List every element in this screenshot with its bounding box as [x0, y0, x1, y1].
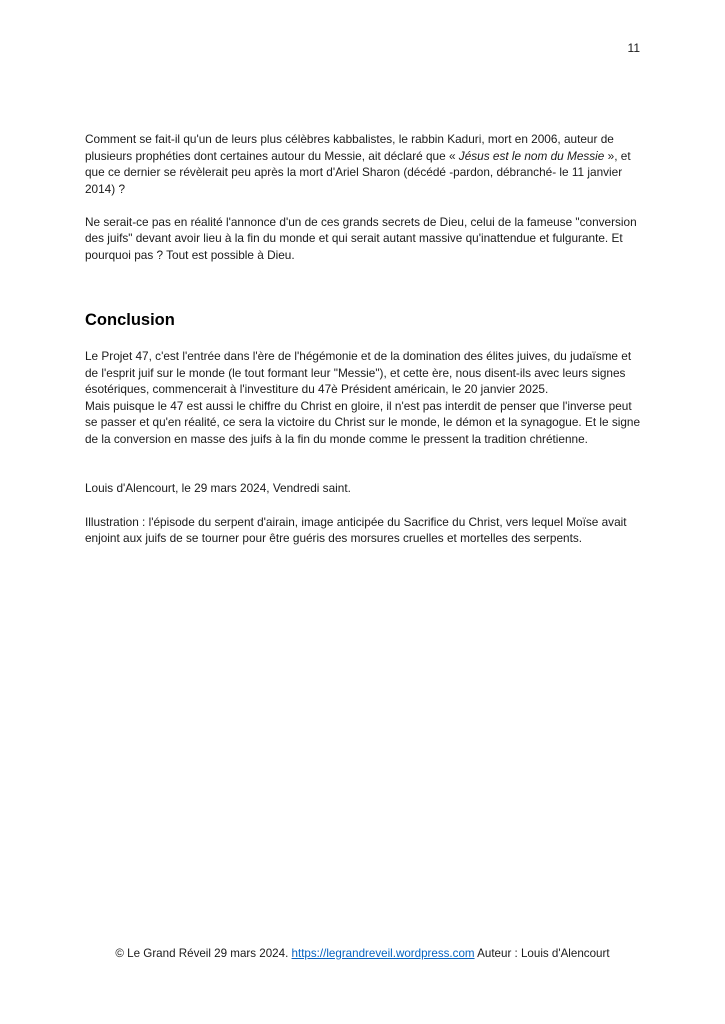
footer-author: Auteur : Louis d'Alencourt: [477, 947, 610, 960]
conclusion-body: [85, 348, 642, 447]
paragraph-kabbalistes-text: Comment se fait-il qu'un de leurs plus célèbres kabbalistes, le rabbin Kaduri, mort en 2006, auteur de plusieurs prophéties dont certaines autour du Messie, ait déclaré que «: [85, 132, 614, 163]
paragraph-kabbalistes-end: », et que ce dernier se révèlerait peu après la mort d'Ariel Sharon (décédé -pardon, débranché- le 11 janvier 2014) ?: [85, 148, 631, 196]
paragraph-chiffre-christ: Mais puisque le 47 est aussi le chiffre du Christ en gloire, il n'est pas interdit de penser que l'inverse peut se passer et qu'en réalité, ce sera la victoire du Christ sur le monde, le démon et la synagogue. Et le signe de la conversion en masse des juifs à la fin du monde comme le pressent la tradition chrétienne.: [85, 398, 641, 446]
paragraph-kabbalistes: [85, 131, 642, 197]
paragraph-projet-47: Le Projet 47, c'est l'entrée dans l'ère de l'hégémonie et de la domination des élites juives, du judaïsme et de l'esprit juif sur le monde (le tout formant leur "Messie"), et cette ère, nous disent-ils avec leurs signes ésotériques, commencerait à l'investiture du 47è Président américain, le 20 janvier 2025.: [85, 349, 632, 396]
paragraph-kabbalistes-quote: Jésus est le nom du Messie: [458, 148, 605, 163]
footer-site-link[interactable]: https://legrandreveil.wordpress.com: [291, 947, 475, 960]
signature-line: Louis d'Alencourt, le 29 mars 2024, Vendredi saint.: [85, 481, 351, 495]
paragraph-conversion-juifs: Ne serait-ce pas en réalité l'annonce d'un de ces grands secrets de Dieu, celui de la fameuse "conversion des juifs" devant avoir lieu à la fin du monde et qui serait autant massive qu'inattendue et fulgurante. Et pourquoi pas ? Tout est possible à Dieu.: [85, 214, 637, 262]
footer-copyright: © Le Grand Réveil 29 mars 2024.: [115, 947, 289, 960]
page-footer: [0, 946, 725, 961]
page-number: 11: [627, 41, 640, 55]
document-body: [85, 131, 642, 547]
illustration-note: Illustration : l'épisode du serpent d'airain, image anticipée du Sacrifice du Christ, vers lequel Moïse avait enjoint aux juifs de se tourner pour être guéris des morsures cruelles et mortelles des serpents.: [85, 514, 627, 545]
conclusion-heading: Conclusion: [85, 311, 175, 329]
